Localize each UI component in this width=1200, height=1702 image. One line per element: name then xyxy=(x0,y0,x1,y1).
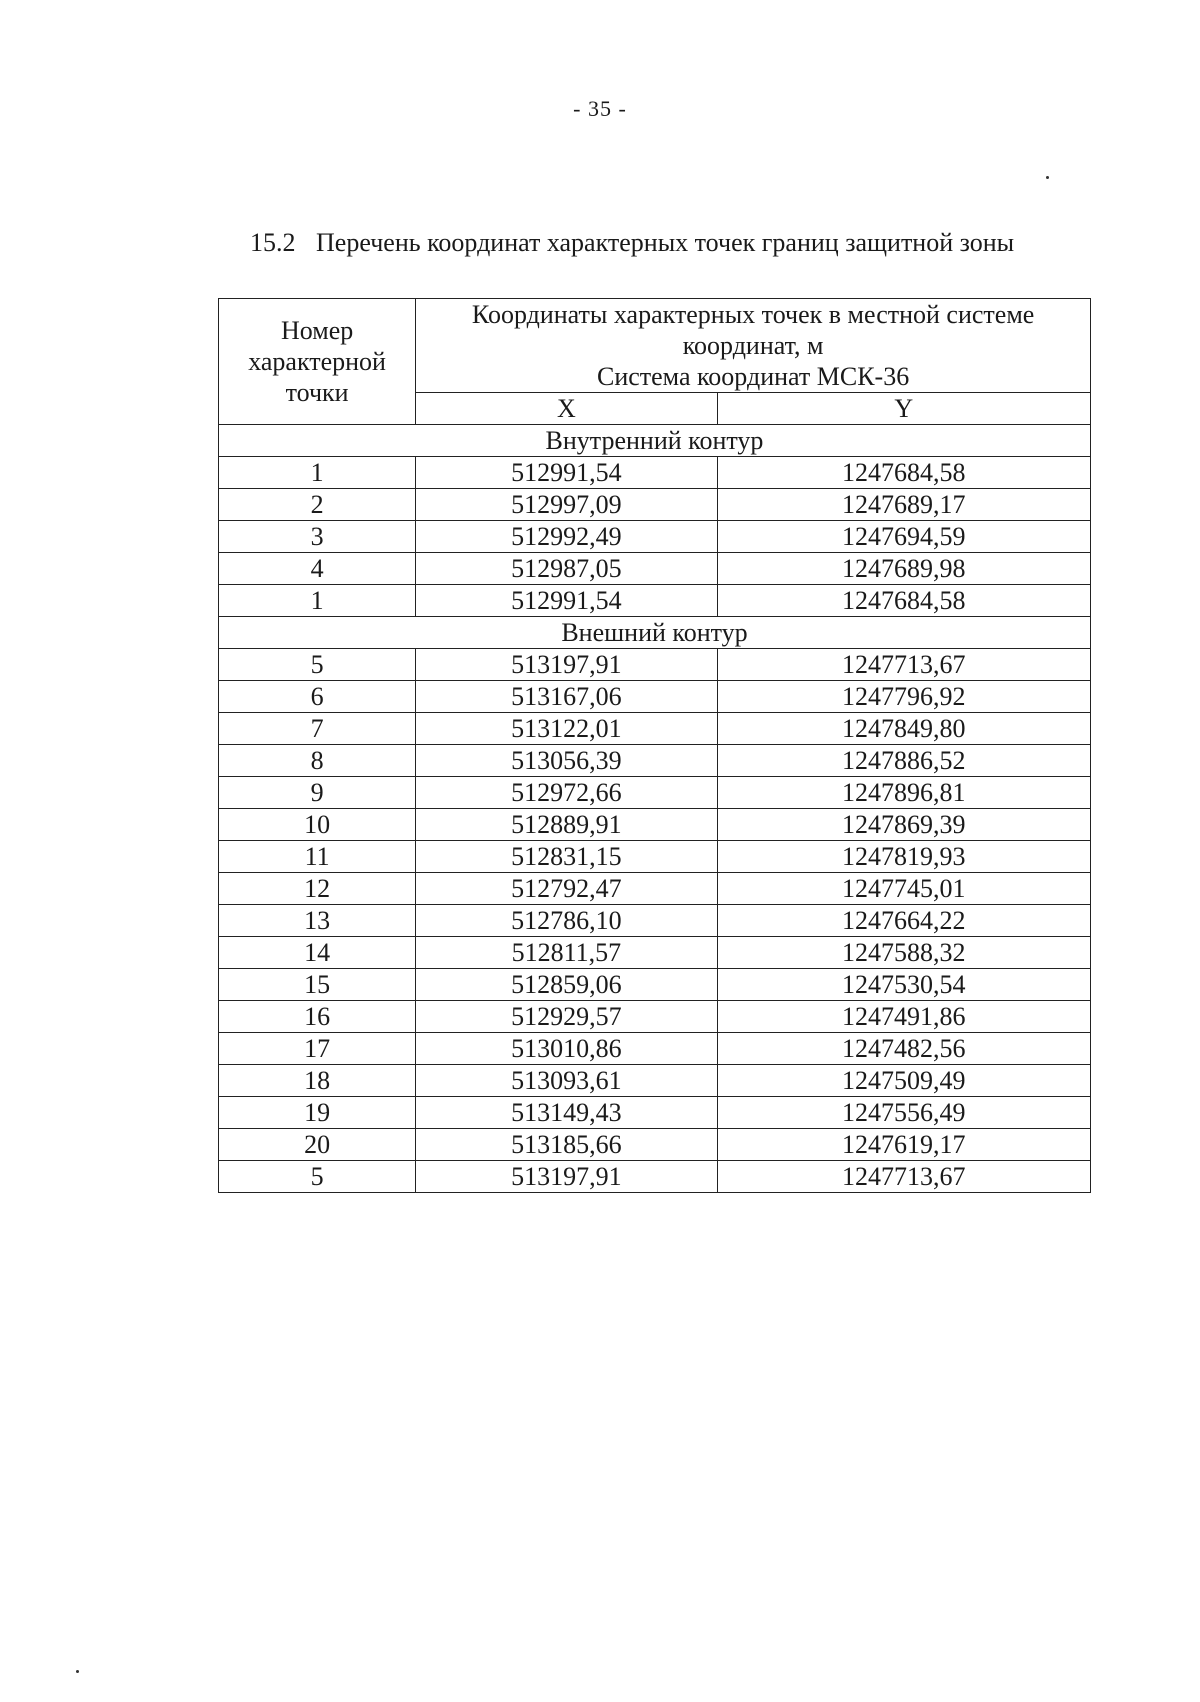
point-number-cell: 1 xyxy=(219,457,416,489)
coordinates-header xyxy=(416,299,1091,393)
y-coordinate-cell: 1247556,49 xyxy=(717,1097,1090,1129)
y-coordinate-cell: 1247684,58 xyxy=(717,457,1090,489)
table-row xyxy=(219,745,1091,777)
x-coordinate-cell: 512997,09 xyxy=(416,489,717,521)
y-coordinate-cell: 1247819,93 xyxy=(717,841,1090,873)
x-coordinate-cell: 512859,06 xyxy=(416,969,717,1001)
contour-group-title: Внешний контур xyxy=(219,617,1091,649)
x-coordinate-cell: 513167,06 xyxy=(416,681,717,713)
table-row xyxy=(219,1097,1091,1129)
y-axis-header: Y xyxy=(717,393,1090,425)
section-number: 15.2 xyxy=(250,228,296,257)
x-coordinate-cell: 512792,47 xyxy=(416,873,717,905)
y-coordinate-cell: 1247530,54 xyxy=(717,969,1090,1001)
y-coordinate-cell: 1247664,22 xyxy=(717,905,1090,937)
x-coordinate-cell: 512929,57 xyxy=(416,1001,717,1033)
point-number-cell: 12 xyxy=(219,873,416,905)
point-number-cell: 5 xyxy=(219,1161,416,1193)
table-row xyxy=(219,521,1091,553)
coordinates-header-line: Система координат МСК-36 xyxy=(596,362,910,391)
coordinates-table xyxy=(218,298,1091,1193)
scan-speck xyxy=(76,1670,79,1673)
x-coordinate-cell: 512972,66 xyxy=(416,777,717,809)
point-number-cell: 2 xyxy=(219,489,416,521)
y-coordinate-cell: 1247713,67 xyxy=(717,649,1090,681)
point-number-cell: 5 xyxy=(219,649,416,681)
table-body xyxy=(219,425,1091,1193)
page-number: - 35 - xyxy=(573,96,627,121)
section-title xyxy=(250,228,1014,258)
x-coordinate-cell: 512991,54 xyxy=(416,585,717,617)
y-coordinate-cell: 1247684,58 xyxy=(717,585,1090,617)
point-number-header-line: характерной xyxy=(248,347,386,376)
contour-group-title: Внутренний контур xyxy=(219,425,1091,457)
x-axis-header: X xyxy=(416,393,717,425)
point-number-cell: 17 xyxy=(219,1033,416,1065)
table-row xyxy=(219,1001,1091,1033)
y-coordinate-cell: 1247869,39 xyxy=(717,809,1090,841)
point-number-cell: 10 xyxy=(219,809,416,841)
point-number-cell: 8 xyxy=(219,745,416,777)
group-row xyxy=(219,425,1091,457)
y-coordinate-cell: 1247796,92 xyxy=(717,681,1090,713)
point-number-cell: 7 xyxy=(219,713,416,745)
point-number-cell: 9 xyxy=(219,777,416,809)
y-coordinate-cell: 1247694,59 xyxy=(717,521,1090,553)
point-number-header xyxy=(219,299,416,425)
y-coordinate-cell: 1247619,17 xyxy=(717,1129,1090,1161)
y-coordinate-cell: 1247689,17 xyxy=(717,489,1090,521)
table-row xyxy=(219,649,1091,681)
table-row xyxy=(219,905,1091,937)
table-row xyxy=(219,1033,1091,1065)
x-coordinate-cell: 512992,49 xyxy=(416,521,717,553)
y-coordinate-cell: 1247713,67 xyxy=(717,1161,1090,1193)
table-row xyxy=(219,1065,1091,1097)
point-number-header-line: точки xyxy=(285,378,349,407)
point-number-cell: 13 xyxy=(219,905,416,937)
x-coordinate-cell: 513122,01 xyxy=(416,713,717,745)
x-coordinate-cell: 512889,91 xyxy=(416,809,717,841)
x-coordinate-cell: 513185,66 xyxy=(416,1129,717,1161)
x-coordinate-cell: 513093,61 xyxy=(416,1065,717,1097)
x-coordinate-cell: 512811,57 xyxy=(416,937,717,969)
y-coordinate-cell: 1247482,56 xyxy=(717,1033,1090,1065)
scan-speck xyxy=(1046,176,1049,179)
point-number-cell: 15 xyxy=(219,969,416,1001)
table-row xyxy=(219,969,1091,1001)
x-coordinate-cell: 513010,86 xyxy=(416,1033,717,1065)
y-coordinate-cell: 1247689,98 xyxy=(717,553,1090,585)
table-row xyxy=(219,873,1091,905)
group-row xyxy=(219,617,1091,649)
coordinates-header-line: Координаты характерных точек в местной системе xyxy=(471,300,1035,329)
point-number-cell: 1 xyxy=(219,585,416,617)
x-coordinate-cell: 512786,10 xyxy=(416,905,717,937)
table-row xyxy=(219,1129,1091,1161)
point-number-cell: 4 xyxy=(219,553,416,585)
x-coordinate-cell: 513197,91 xyxy=(416,1161,717,1193)
y-coordinate-cell: 1247896,81 xyxy=(717,777,1090,809)
table-header xyxy=(219,299,1091,425)
y-coordinate-cell: 1247588,32 xyxy=(717,937,1090,969)
point-number-cell: 14 xyxy=(219,937,416,969)
point-number-cell: 18 xyxy=(219,1065,416,1097)
table-row xyxy=(219,777,1091,809)
table-row xyxy=(219,841,1091,873)
table-row xyxy=(219,553,1091,585)
section-title-text: Перечень координат характерных точек границ защитной зоны xyxy=(316,228,1015,257)
y-coordinate-cell: 1247509,49 xyxy=(717,1065,1090,1097)
x-coordinate-cell: 512991,54 xyxy=(416,457,717,489)
table-row xyxy=(219,585,1091,617)
x-coordinate-cell: 512987,05 xyxy=(416,553,717,585)
x-coordinate-cell: 513149,43 xyxy=(416,1097,717,1129)
point-number-cell: 19 xyxy=(219,1097,416,1129)
table-row xyxy=(219,809,1091,841)
point-number-header-line: Номер xyxy=(280,316,354,345)
point-number-cell: 16 xyxy=(219,1001,416,1033)
point-number-cell: 20 xyxy=(219,1129,416,1161)
x-coordinate-cell: 513056,39 xyxy=(416,745,717,777)
point-number-cell: 6 xyxy=(219,681,416,713)
point-number-cell: 3 xyxy=(219,521,416,553)
y-coordinate-cell: 1247491,86 xyxy=(717,1001,1090,1033)
table-row xyxy=(219,937,1091,969)
y-coordinate-cell: 1247849,80 xyxy=(717,713,1090,745)
table-row xyxy=(219,1161,1091,1193)
table-row xyxy=(219,489,1091,521)
table-row xyxy=(219,681,1091,713)
y-coordinate-cell: 1247886,52 xyxy=(717,745,1090,777)
coordinates-header-line: координат, м xyxy=(682,331,824,360)
x-coordinate-cell: 512831,15 xyxy=(416,841,717,873)
table-row xyxy=(219,713,1091,745)
table-row xyxy=(219,457,1091,489)
point-number-cell: 11 xyxy=(219,841,416,873)
y-coordinate-cell: 1247745,01 xyxy=(717,873,1090,905)
x-coordinate-cell: 513197,91 xyxy=(416,649,717,681)
